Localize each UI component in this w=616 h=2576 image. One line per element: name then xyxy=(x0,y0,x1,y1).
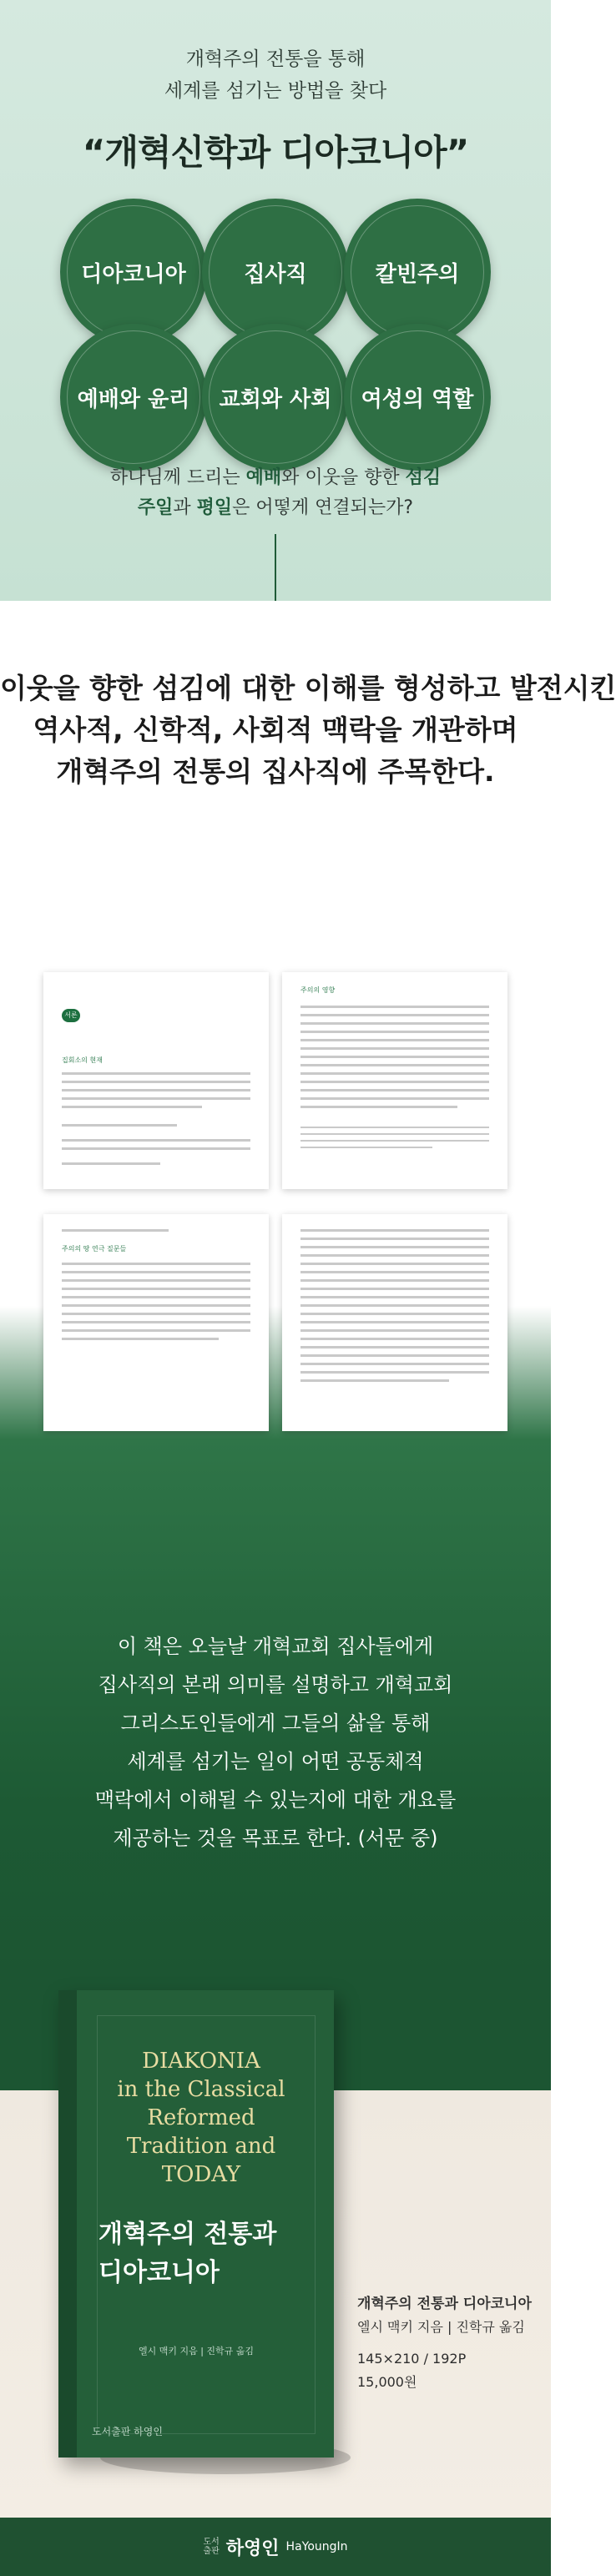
cover-publisher: 도서출판 하영인 xyxy=(92,2426,163,2437)
book-section xyxy=(0,1974,551,2518)
sample-page xyxy=(282,1214,507,1431)
book-price: 15,000원 xyxy=(357,2374,417,2390)
footer xyxy=(0,2518,551,2576)
intro-line: 개혁주의 전통을 통해 xyxy=(185,48,366,70)
question-highlight: 평일 xyxy=(196,497,233,518)
section-heading: 주의의 영향 xyxy=(300,986,336,994)
book-author: 엘시 맥키 지음 | 진학규 옮김 xyxy=(357,2319,525,2335)
cover-korean-title xyxy=(98,2216,316,2292)
publisher-logo: 하영인 xyxy=(225,2538,280,2559)
publisher-english: HaYoungIn xyxy=(285,2540,348,2553)
question-text xyxy=(0,463,551,523)
cover-author: 엘시 맥키 지음 | 진학규 옮김 xyxy=(138,2346,255,2357)
question-part: 과 xyxy=(173,497,197,518)
description-line: 집사직의 본래 의미를 설명하고 개혁교회 xyxy=(98,1673,453,1696)
publisher-label-bottom: 출판 xyxy=(203,2547,220,2556)
topic-circle xyxy=(202,324,349,471)
cover-en-line: Tradition and TODAY xyxy=(126,2134,276,2187)
sample-page xyxy=(282,972,507,1189)
summary-line: 역사적, 신학적, 사회적 맥락을 개관하며 xyxy=(33,713,518,746)
book-spec: 145×210 / 192P xyxy=(357,2351,467,2367)
topic-label: 예배와 윤리 xyxy=(77,386,190,412)
topic-label: 디아코니아 xyxy=(81,261,186,287)
question-highlight: 섬김 xyxy=(405,467,442,488)
topic-circle xyxy=(60,324,207,471)
description-line: 이 책은 오늘날 개혁교회 집사들에게 xyxy=(117,1635,434,1658)
book-cover xyxy=(58,1990,334,2458)
description-line: 세계를 섬기는 일이 어떤 공동체적 xyxy=(127,1750,424,1773)
description-line: 맥락에서 이해될 수 있는지에 대한 개요를 xyxy=(94,1788,457,1812)
question-part: 은 어떻게 연결되는가? xyxy=(232,497,414,518)
topic-circle xyxy=(344,324,491,471)
preview-section xyxy=(0,972,551,1974)
summary-line: 개혁주의 전통의 집사직에 주목한다. xyxy=(56,755,495,788)
topic-label: 여성의 역할 xyxy=(361,386,474,412)
book-title: 개혁주의 전통과 디아코니아 xyxy=(357,2296,532,2312)
cover-en-line: DIAKONIA xyxy=(142,2049,260,2074)
topic-label: 교회와 사회 xyxy=(219,386,332,412)
sample-page xyxy=(43,972,269,1189)
divider-line xyxy=(275,534,276,601)
publisher-label-top: 도서 xyxy=(203,2538,220,2547)
intro-text xyxy=(0,43,551,107)
description-text xyxy=(0,1627,551,1858)
cover-ko-line: 개혁주의 전통과 xyxy=(98,2220,277,2249)
hero-section xyxy=(0,0,551,601)
sample-page xyxy=(43,1214,269,1431)
intro-line: 세계를 섬기는 방법을 찾다 xyxy=(164,80,387,102)
question-part: 하나님께 드리는 xyxy=(109,467,246,488)
cover-ko-line: 디아코니아 xyxy=(98,2258,220,2287)
summary-text xyxy=(0,668,616,793)
cover-en-line: in the Classical Reformed xyxy=(117,2077,285,2130)
topic-label: 칼빈주의 xyxy=(375,261,460,287)
cover-english-title xyxy=(88,2047,314,2189)
summary-line: 이웃을 향한 섬김에 대한 이해를 형성하고 발전시킨 xyxy=(0,672,616,704)
description-line: 제공하는 것을 목표로 한다. (서문 중) xyxy=(113,1827,438,1850)
question-highlight: 주일 xyxy=(137,497,174,518)
section-heading: 주의의 땅 연극 질문들 xyxy=(62,1245,127,1253)
publisher-label xyxy=(203,2538,219,2556)
description-line: 그리스도인들에게 그들의 삶을 통해 xyxy=(120,1711,431,1735)
topic-label: 집사직 xyxy=(244,261,307,287)
section-heading: 집회소의 현재 xyxy=(62,1056,103,1064)
book-spine xyxy=(58,1990,77,2458)
question-part: 와 이웃을 향한 xyxy=(281,467,406,488)
chapter-badge: 서론 xyxy=(62,1009,80,1022)
question-highlight: 예배 xyxy=(245,467,282,488)
summary-section xyxy=(0,601,616,972)
main-title: “개혁신학과 디아코니아” xyxy=(82,132,469,173)
book-info xyxy=(357,2292,532,2394)
